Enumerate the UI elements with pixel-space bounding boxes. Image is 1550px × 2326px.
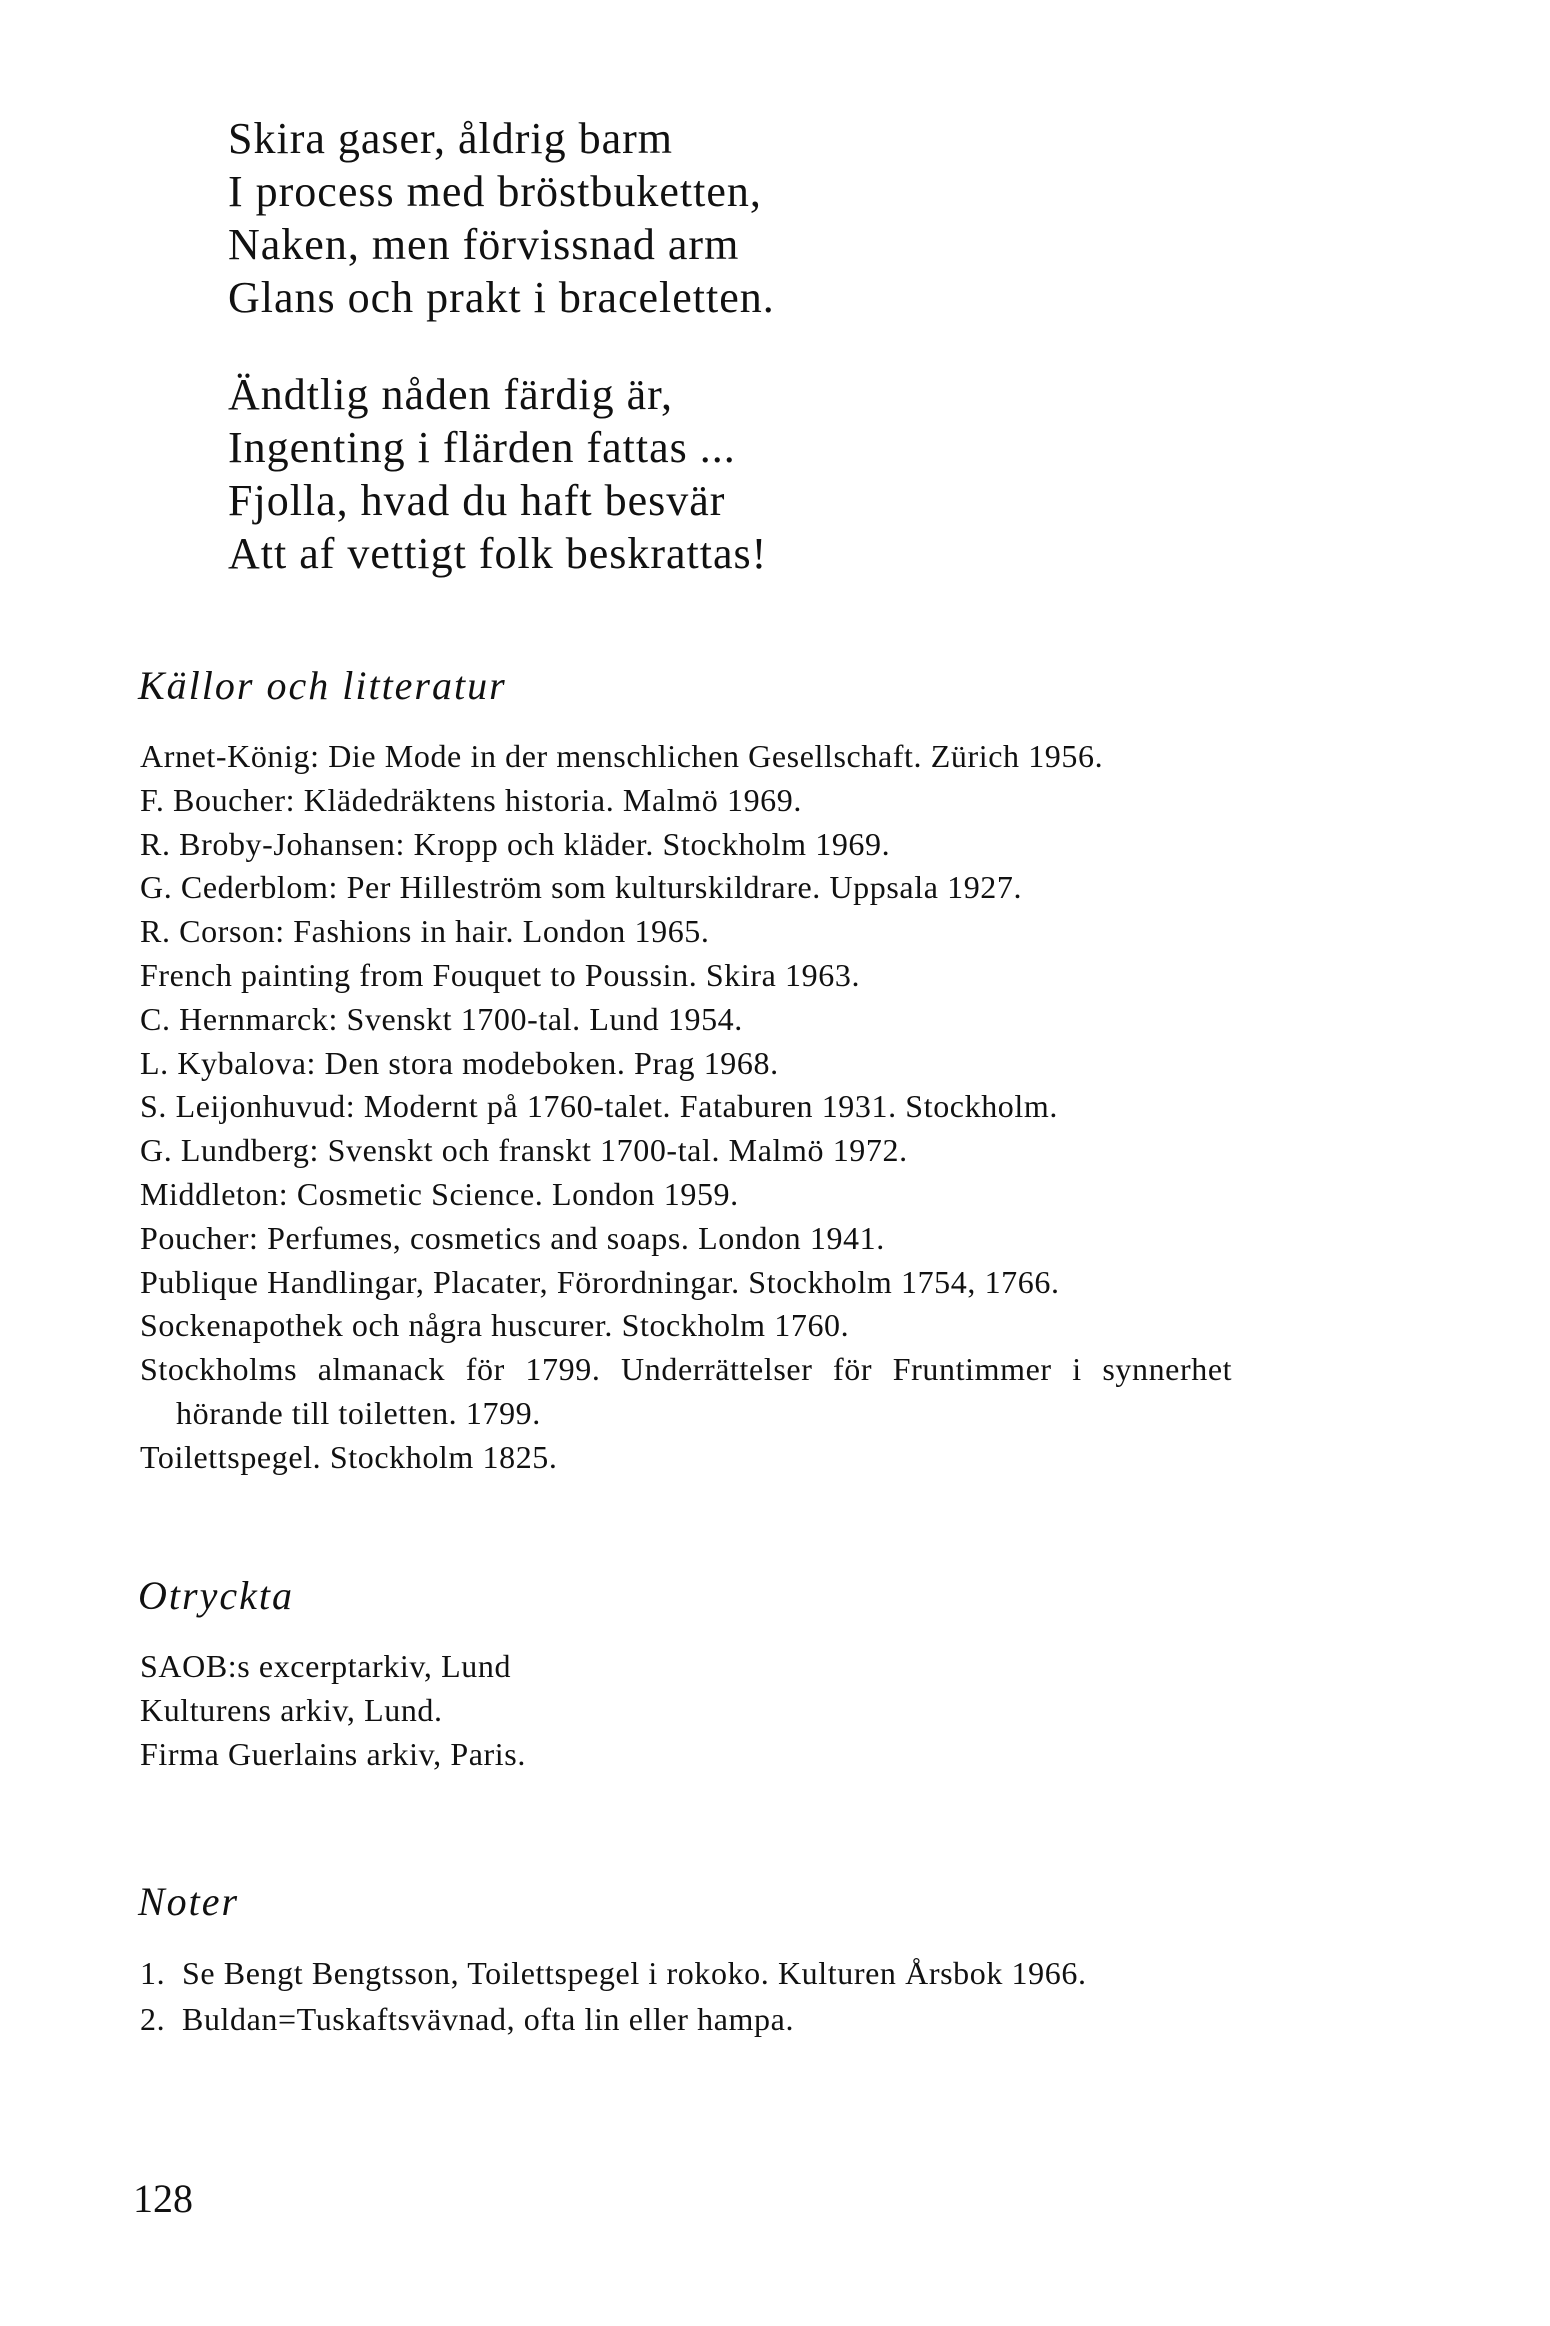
poem-line: Att af vettigt folk beskrattas! bbox=[228, 529, 768, 578]
source-entry: L. Kybalova: Den stora modeboken. Prag 1968. bbox=[140, 1044, 779, 1081]
note-number: 1. bbox=[140, 1955, 166, 1991]
sources-heading: Källor och litteratur bbox=[138, 663, 507, 708]
source-entry: Publique Handlingar, Placater, Förordningar. Stockholm 1754, 1766. bbox=[140, 1263, 1060, 1300]
source-entry: Sockenapothek och några huscurer. Stockholm 1760. bbox=[140, 1307, 850, 1344]
source-entry: R. Corson: Fashions in hair. London 1965. bbox=[140, 913, 710, 950]
source-entry-continuation: hörande till toiletten. 1799. bbox=[176, 1394, 541, 1431]
poem-line: Glans och prakt i braceletten. bbox=[228, 273, 775, 322]
poem-stanza bbox=[228, 368, 1128, 580]
source-entry: Arnet-König: Die Mode in der menschlichen Gesellschaft. Zürich 1956. bbox=[140, 738, 1104, 774]
source-entry: Toilettspegel. Stockholm 1825. bbox=[140, 1438, 558, 1475]
source-entry: French painting from Fouquet to Poussin. Skira 1963. bbox=[140, 956, 861, 993]
notes-list bbox=[140, 1950, 1087, 2042]
unprinted-entry: Kulturens arkiv, Lund. bbox=[140, 1691, 443, 1728]
source-entry: G. Lundberg: Svenskt och franskt 1700-tal. Malmö 1972. bbox=[140, 1132, 908, 1169]
source-entry: F. Boucher: Klädedräktens historia. Malmö 1969. bbox=[140, 781, 802, 818]
note-text: Se Bengt Bengtsson, Toilettspegel i rokoko. Kulturen Årsbok 1966. bbox=[182, 1955, 1087, 1991]
source-entry: R. Broby-Johansen: Kropp och kläder. Stockholm 1969. bbox=[140, 825, 891, 862]
note-text: Buldan=Tuskaftsvävnad, ofta lin eller hampa. bbox=[182, 2001, 795, 2037]
note-item bbox=[140, 1950, 1087, 1996]
source-entry bbox=[140, 1348, 1340, 1436]
source-entry-first-line: Stockholms almanack för 1799. Underrättelser för Fruntimmer i synnerhet bbox=[140, 1351, 1233, 1388]
note-number: 2. bbox=[140, 2001, 166, 2037]
poem-line: Ändtlig nåden färdig är, bbox=[228, 370, 673, 419]
notes-heading: Noter bbox=[138, 1879, 240, 1924]
source-entry: S. Leijonhuvud: Modernt på 1760-talet. Fataburen 1931. Stockholm. bbox=[140, 1088, 1058, 1125]
source-entry: Poucher: Perfumes, cosmetics and soaps. London 1941. bbox=[140, 1219, 885, 1256]
unprinted-entry: SAOB:s excerptarkiv, Lund bbox=[140, 1648, 512, 1684]
poem-stanza bbox=[228, 112, 1128, 324]
page-number: 128 bbox=[133, 2176, 193, 2221]
poem-line: Skira gaser, åldrig barm bbox=[228, 114, 673, 163]
source-entry: G. Cederblom: Per Hilleström som kulturskildrare. Uppsala 1927. bbox=[140, 869, 1023, 906]
unprinted-entry: Firma Guerlains arkiv, Paris. bbox=[140, 1735, 526, 1772]
poem bbox=[228, 112, 1128, 624]
source-entry: C. Hernmarck: Svenskt 1700-tal. Lund 1954. bbox=[140, 1000, 743, 1037]
unprinted-list bbox=[140, 1645, 526, 1776]
poem-line: Ingenting i flärden fattas ... bbox=[228, 423, 736, 472]
poem-line: Fjolla, hvad du haft besvär bbox=[228, 476, 726, 525]
source-entry: Middleton: Cosmetic Science. London 1959. bbox=[140, 1175, 739, 1212]
sources-list bbox=[140, 735, 1340, 1480]
poem-line: Naken, men förvissnad arm bbox=[228, 220, 740, 269]
note-item bbox=[140, 1996, 1087, 2042]
poem-line: I process med bröstbuketten, bbox=[228, 167, 762, 216]
unprinted-heading: Otryckta bbox=[138, 1573, 294, 1618]
